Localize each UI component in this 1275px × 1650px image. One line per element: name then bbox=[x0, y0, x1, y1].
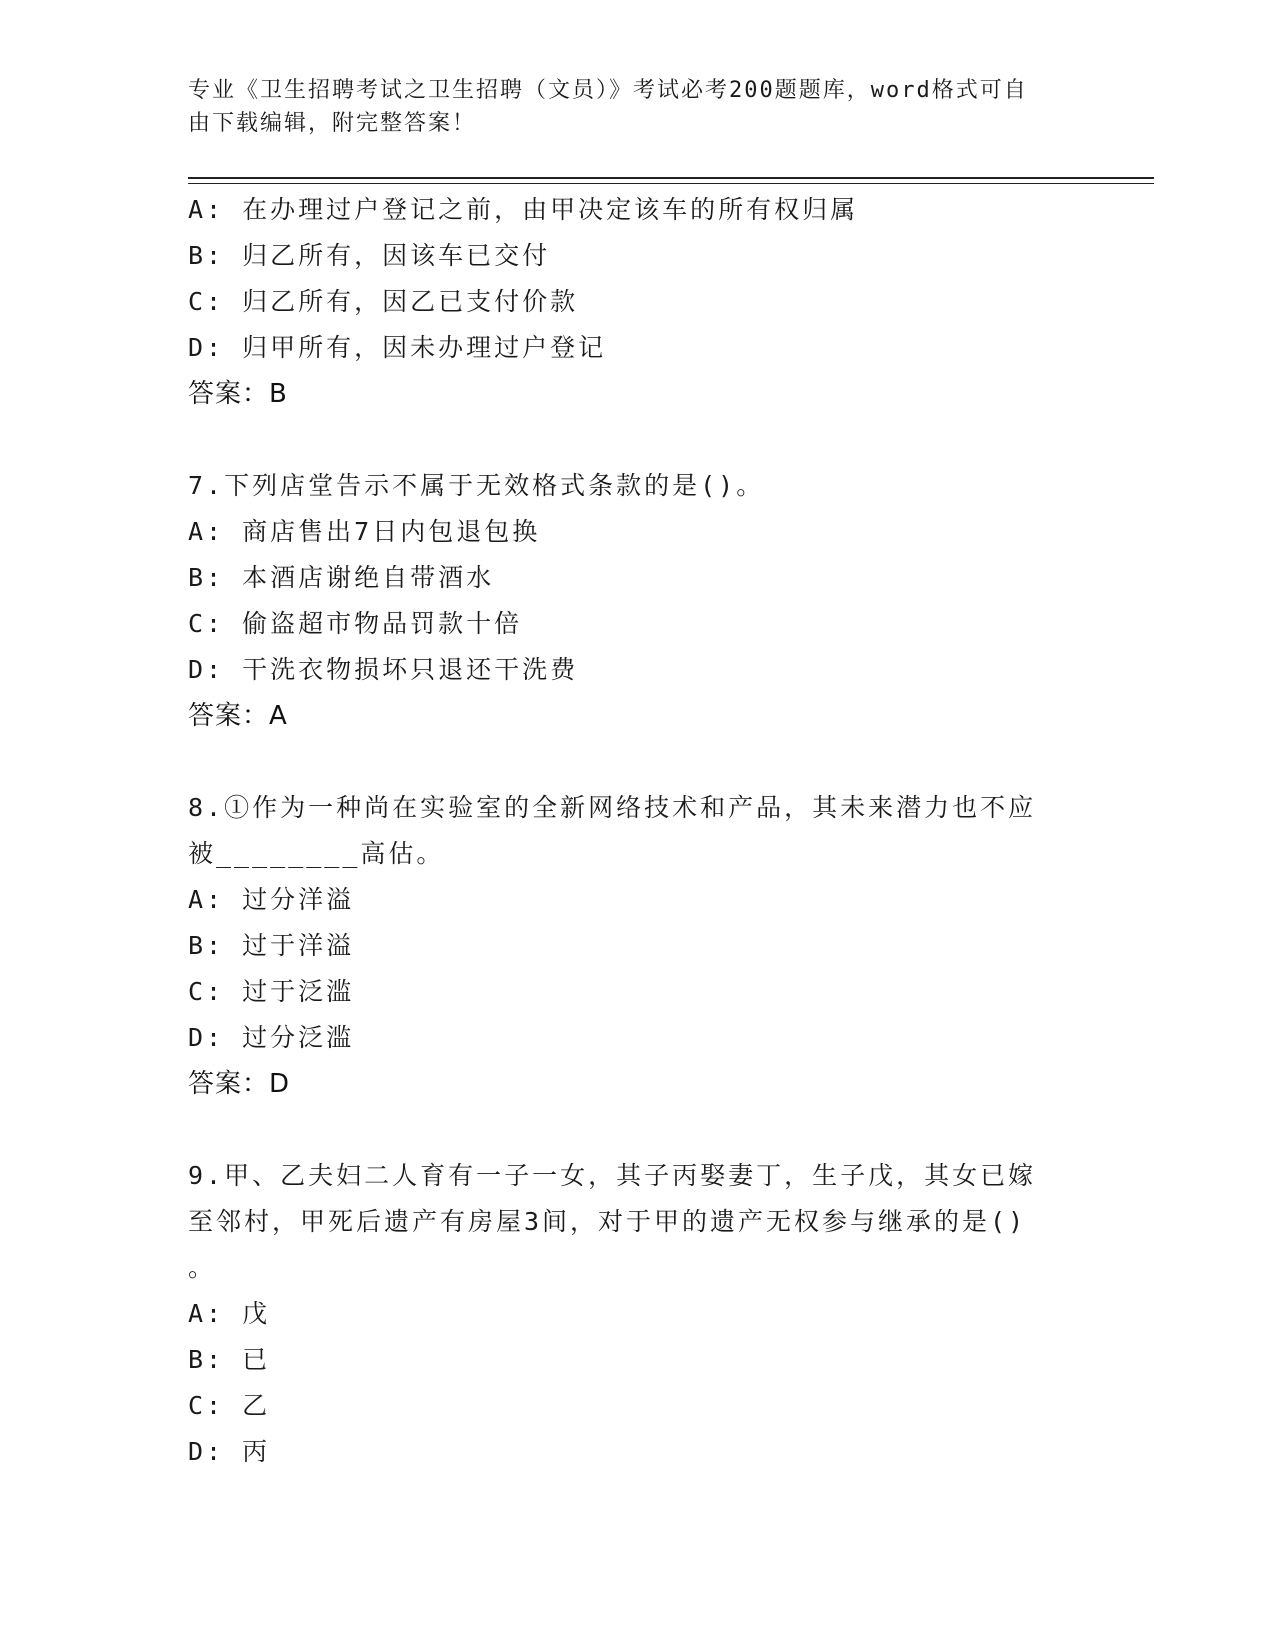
q9-option-a: A: 戊 bbox=[188, 1299, 271, 1328]
question-7-block bbox=[188, 463, 1068, 739]
document-header bbox=[188, 74, 1068, 140]
q9-option-d: D: 丙 bbox=[188, 1437, 271, 1466]
q7-option-a: A: 商店售出7日内包退包换 bbox=[188, 517, 541, 546]
header-line-2: 由下载编辑，附完整答案！ bbox=[188, 111, 477, 136]
q7-question: 7.下列店堂告示不属于无效格式条款的是()。 bbox=[188, 471, 765, 500]
q8-option-d: D: 过分泛滥 bbox=[188, 1023, 355, 1052]
q7-option-c: C: 偷盗超市物品罚款十倍 bbox=[188, 609, 523, 638]
document-body bbox=[188, 187, 1068, 1475]
q6-option-c: C: 归乙所有，因乙已支付价款 bbox=[188, 287, 579, 316]
q8-option-b: B: 过于洋溢 bbox=[188, 931, 355, 960]
q9-option-c: C: 乙 bbox=[188, 1391, 271, 1420]
q7-option-d: D: 干洗衣物损坏只退还干洗费 bbox=[188, 655, 579, 684]
q6-option-b: B: 归乙所有，因该车已交付 bbox=[188, 241, 551, 270]
q6-answer: 答案：B bbox=[188, 379, 288, 409]
spacer bbox=[188, 1107, 1068, 1153]
question-9-block bbox=[188, 1153, 1068, 1475]
question-6-block bbox=[188, 187, 1068, 417]
q8-question-line-1: 8.①作为一种尚在实验室的全新网络技术和产品，其未来潜力也不应 bbox=[188, 793, 1037, 822]
q9-question-line-1: 9.甲、乙夫妇二人育有一子一女，其子丙娶妻丁，生子戊，其女已嫁 bbox=[188, 1161, 1037, 1190]
q8-option-c: C: 过于泛滥 bbox=[188, 977, 355, 1006]
q8-question-line-2: 被________高估。 bbox=[188, 839, 445, 868]
q9-question-line-3: 。 bbox=[188, 1253, 217, 1282]
q8-answer: 答案：D bbox=[188, 1069, 291, 1099]
spacer bbox=[188, 739, 1068, 785]
question-8-block bbox=[188, 785, 1068, 1107]
spacer bbox=[188, 417, 1068, 463]
q9-option-b: B: 已 bbox=[188, 1345, 271, 1374]
q6-option-d: D: 归甲所有，因未办理过户登记 bbox=[188, 333, 607, 362]
q7-option-b: B: 本酒店谢绝自带酒水 bbox=[188, 563, 495, 592]
header-line-1: 专业《卫生招聘考试之卫生招聘（文员）》考试必考200题题库，word格式可自 bbox=[188, 78, 1028, 103]
q8-option-a: A: 过分洋溢 bbox=[188, 885, 355, 914]
q7-answer: 答案：A bbox=[188, 701, 288, 731]
q6-option-a: A: 在办理过户登记之前，由甲决定该车的所有权归属 bbox=[188, 195, 859, 224]
header-divider-thin bbox=[188, 183, 1154, 184]
q9-question-line-2: 至邻村，甲死后遗产有房屋3间，对于甲的遗产无权参与继承的是() bbox=[188, 1207, 1027, 1236]
header-divider-thick bbox=[188, 177, 1154, 179]
